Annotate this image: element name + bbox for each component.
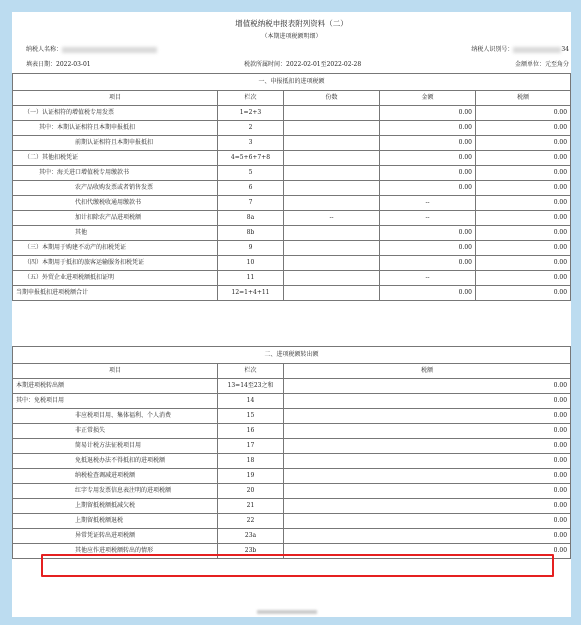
row-count [284,196,380,211]
row-item: （四）本期用于抵扣的旅客运输服务扣税凭证 [13,256,218,271]
table-row [13,256,571,271]
header-tax: 税额 [284,364,571,379]
row-amount: -- [380,211,476,226]
row-item: （三）本期用于购建不动产的扣税凭证 [13,241,218,256]
header-tax: 税额 [476,91,571,106]
row-item: 其他应作进项税额转出的情形 [13,544,218,559]
cropped-text [257,610,317,614]
table-row [13,196,571,211]
table-row [13,394,571,409]
row-tax: 0.00 [284,529,571,544]
table-row [13,241,571,256]
table-row [13,484,571,499]
row-amount: 0.00 [380,136,476,151]
row-item: （一）认证相符的增值税专用发票 [13,106,218,121]
row-item: 本期进项税转出额 [13,379,218,394]
row-count [284,121,380,136]
row-line: 5 [218,166,284,181]
row-line: 10 [218,256,284,271]
table-row [13,379,571,394]
row-amount: 0.00 [380,241,476,256]
row-line: 18 [218,454,284,469]
taxpayer-name: 纳税人名称： [26,44,157,53]
header-amount: 金额 [380,91,476,106]
redacted-name [62,47,157,53]
header-count: 份数 [284,91,380,106]
row-line: 13=14至23之和 [218,379,284,394]
table-row [13,181,571,196]
row-line: 15 [218,409,284,424]
row-count [284,286,380,301]
table-row [13,136,571,151]
row-count [284,106,380,121]
table-row [13,106,571,121]
header-item: 项目 [13,91,218,106]
transfer-out-table [12,346,571,559]
table-row [13,439,571,454]
report-subtitle: （本期进项税额明细） [261,33,322,40]
header-line: 栏次 [218,364,284,379]
report-sheet [12,12,571,617]
row-tax: 0.00 [284,409,571,424]
row-item: 简易计税方法征税项目用 [13,439,218,454]
highlight-box [41,554,554,577]
row-count [284,241,380,256]
row-item: 非应税项目用、集体福利、个人消费 [13,409,218,424]
row-count [284,136,380,151]
row-line: 4=5+6+7+8 [218,151,284,166]
row-item: （五）外贸企业进项税额抵扣证明 [13,271,218,286]
row-line: 2 [218,121,284,136]
row-amount: 0.00 [380,121,476,136]
row-amount: 0.00 [380,151,476,166]
row-line: 8b [218,226,284,241]
row-item: 当期申报抵扣进项税额合计 [13,286,218,301]
report-title: 增值税纳税申报表附列资料（二） [235,19,348,28]
row-tax: 0.00 [476,181,571,196]
row-item: 异常凭证转出进项税额 [13,529,218,544]
row-tax: 0.00 [476,196,571,211]
row-line: 23a [218,529,284,544]
table-row [13,166,571,181]
table-row [13,409,571,424]
table-row [13,469,571,484]
row-tax: 0.00 [284,469,571,484]
row-tax: 0.00 [284,454,571,469]
table-row [13,529,571,544]
row-count: -- [284,211,380,226]
row-item: 其中：海关进口增值税专用缴款书 [13,166,218,181]
tax-period: 税款所属时间：2022-02-01至2022-02-28 [244,61,362,68]
row-tax: 0.00 [476,286,571,301]
row-item: 加计扣除农产品进项税额 [13,211,218,226]
row-item: （二）其他扣税凭证 [13,151,218,166]
row-amount: 0.00 [380,181,476,196]
row-count [284,271,380,286]
row-line: 1=2+3 [218,106,284,121]
row-tax: 0.00 [284,379,571,394]
currency-unit: 金额单位：元至角分 [514,61,569,68]
row-line: 14 [218,394,284,409]
row-count [284,151,380,166]
row-tax: 0.00 [476,166,571,181]
row-line: 20 [218,484,284,499]
table-row [13,286,571,301]
taxpayer-id: 纳税人识别号： 34 [471,46,569,53]
row-tax: 0.00 [476,256,571,271]
row-tax: 0.00 [476,226,571,241]
row-item: 其他 [13,226,218,241]
row-item: 纳税检查调减进项税额 [13,469,218,484]
row-tax: 0.00 [284,499,571,514]
row-line: 17 [218,439,284,454]
row-tax: 0.00 [476,211,571,226]
redacted-id [513,47,561,53]
row-line: 9 [218,241,284,256]
row-item: 上期留抵税额抵减欠税 [13,499,218,514]
table-row [13,514,571,529]
row-line: 8a [218,211,284,226]
row-tax: 0.00 [476,151,571,166]
input-tax-table [12,73,571,301]
row-tax: 0.00 [284,484,571,499]
row-line: 16 [218,424,284,439]
row-amount: 0.00 [380,256,476,271]
row-count [284,166,380,181]
row-tax: 0.00 [476,106,571,121]
row-item: 免抵退税办法不得抵扣的进项税额 [13,454,218,469]
row-amount: -- [380,271,476,286]
row-tax: 0.00 [476,136,571,151]
row-amount: 0.00 [380,226,476,241]
table-row [13,271,571,286]
row-amount: 0.00 [380,286,476,301]
row-line: 7 [218,196,284,211]
table-row [13,226,571,241]
table-row [13,499,571,514]
row-item: 其中：本期认证相符且本期申报抵扣 [13,121,218,136]
row-line: 22 [218,514,284,529]
row-item: 上期留抵税额退税 [13,514,218,529]
row-line: 11 [218,271,284,286]
header-line: 栏次 [218,91,284,106]
row-line: 23b [218,544,284,559]
row-count [284,181,380,196]
section2-title: 二、进项税额转出额 [13,347,571,364]
row-line: 3 [218,136,284,151]
row-tax: 0.00 [284,439,571,454]
row-item: 非正常损失 [13,424,218,439]
row-amount: -- [380,196,476,211]
row-count [284,256,380,271]
header-item: 项目 [13,364,218,379]
row-tax: 0.00 [284,544,571,559]
row-item: 其中：免税项目用 [13,394,218,409]
table-row [13,424,571,439]
row-tax: 0.00 [284,394,571,409]
table-row [13,151,571,166]
row-line: 12=1+4+11 [218,286,284,301]
row-amount: 0.00 [380,106,476,121]
row-amount: 0.00 [380,166,476,181]
fill-date: 填表日期：2022-03-01 [26,61,91,68]
row-tax: 0.00 [476,241,571,256]
row-tax: 0.00 [476,271,571,286]
row-item: 代扣代缴税收通用缴款书 [13,196,218,211]
table-row [13,211,571,226]
row-tax: 0.00 [284,424,571,439]
row-line: 6 [218,181,284,196]
row-count [284,226,380,241]
row-item: 农产品收购发票或者销售发票 [13,181,218,196]
row-tax: 0.00 [476,121,571,136]
row-tax: 0.00 [284,514,571,529]
section1-title: 一、申报抵扣的进项税额 [13,74,571,91]
row-item: 前期认证相符且本期申报抵扣 [13,136,218,151]
row-item: 红字专用发票信息表注明的进项税额 [13,484,218,499]
row-line: 21 [218,499,284,514]
row-line: 19 [218,469,284,484]
table-row [13,454,571,469]
table-row [13,121,571,136]
